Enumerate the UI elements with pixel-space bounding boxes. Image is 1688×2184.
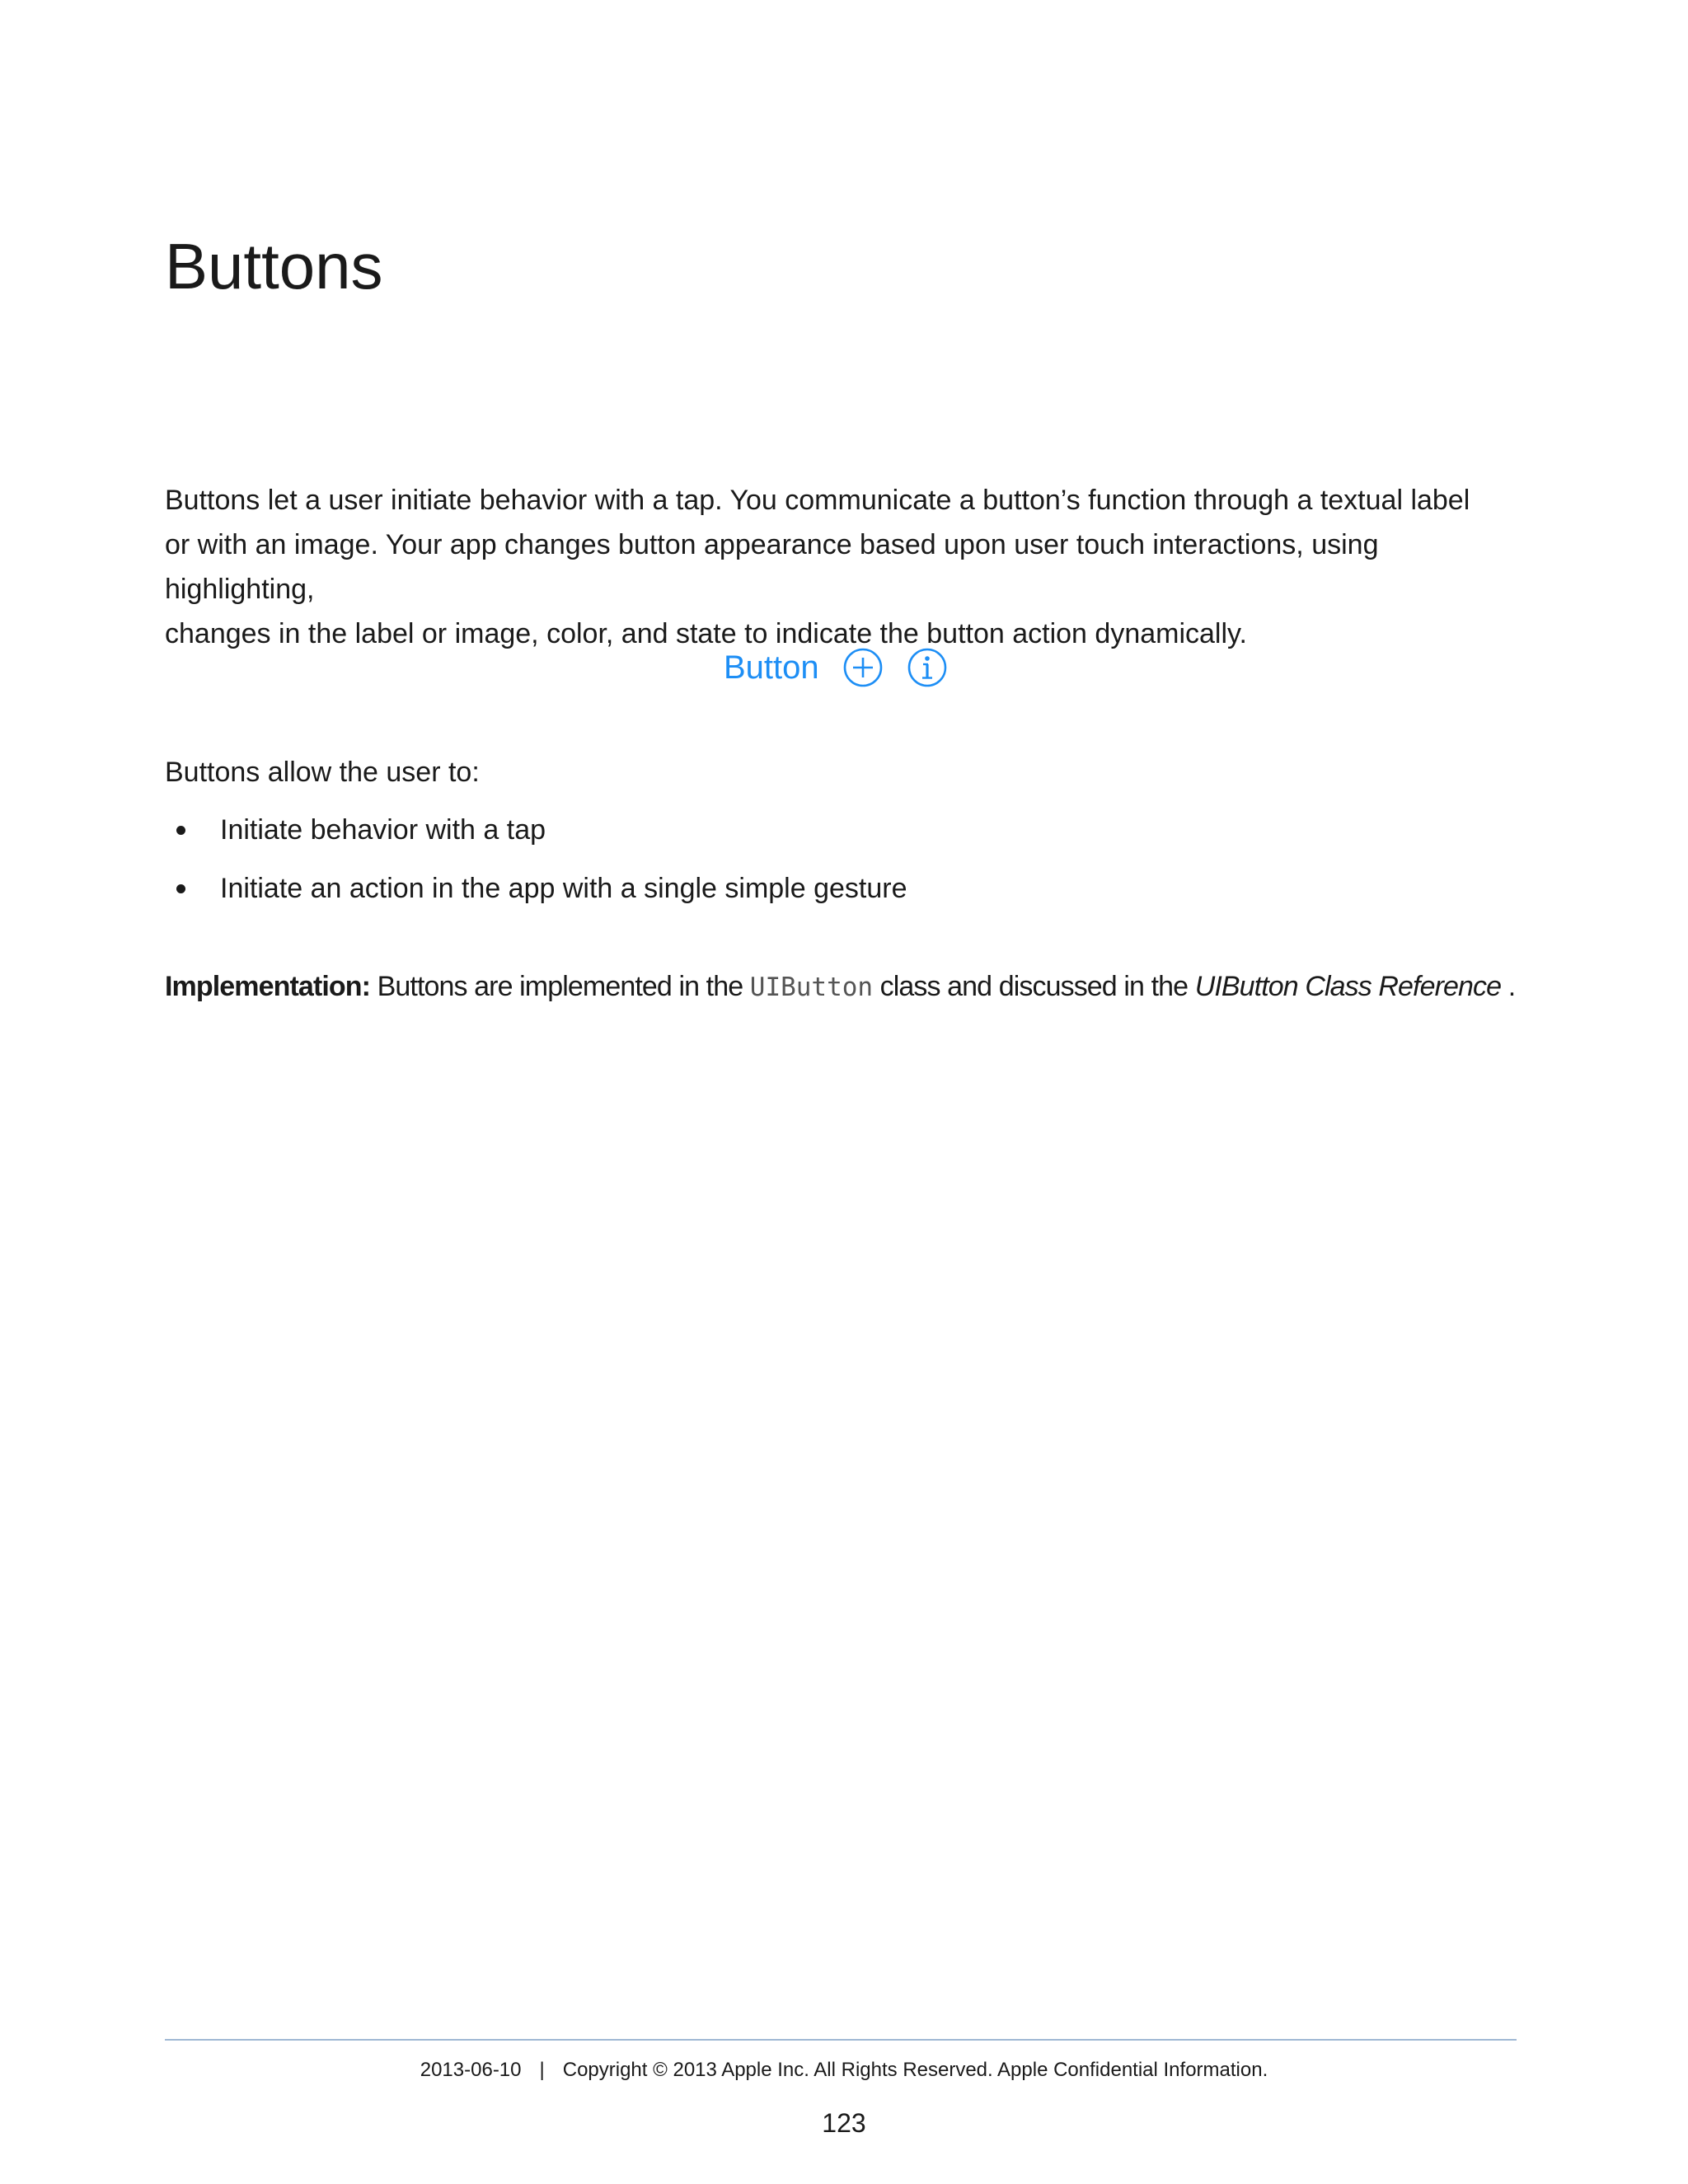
- reference-link[interactable]: UIButton Class Reference: [1194, 971, 1502, 1002]
- implementation-text: class and discussed in the: [873, 971, 1195, 1002]
- intro-line: changes in the label or image, color, and state to indicate the button action dynamically.: [165, 618, 1247, 649]
- implementation-note: [165, 966, 1515, 1008]
- add-circle-icon[interactable]: [842, 647, 884, 688]
- page-number: 123: [822, 2108, 866, 2138]
- bullet-icon: [176, 826, 185, 835]
- implementation-text: Buttons are implemented in the: [370, 971, 750, 1002]
- bullet-list: [165, 809, 907, 926]
- implementation-label: Implementation:: [165, 971, 371, 1002]
- list-item-text: Initiate an action in the app with a single simple gesture: [220, 873, 907, 904]
- intro-line: Buttons let a user initiate behavior with a tap. You communicate a button’s function through a textual label: [165, 485, 1470, 516]
- class-name: UIButton: [749, 972, 874, 1002]
- footer-copyright: Copyright © 2013 Apple Inc. All Rights Reserved. Apple Confidential Information.: [562, 2059, 1268, 2081]
- intro-line: or with an image. Your app changes button appearance based upon user touch interactions, using highlighting,: [165, 529, 1379, 605]
- intro-paragraph: [165, 478, 1533, 656]
- bullet-icon: [176, 884, 185, 893]
- footer-separator: |: [539, 2059, 545, 2081]
- footer-date: 2013-06-10: [420, 2059, 522, 2081]
- page-title: Buttons: [165, 230, 383, 303]
- list-item: [165, 809, 907, 851]
- implementation-text: .: [1501, 971, 1516, 1002]
- allow-heading: Buttons allow the user to:: [165, 757, 480, 788]
- list-item-text: Initiate behavior with a tap: [220, 814, 546, 846]
- list-item: [165, 868, 907, 909]
- demo-text-button[interactable]: Button: [724, 649, 819, 686]
- info-circle-icon[interactable]: [907, 647, 948, 688]
- footer: [0, 2057, 1688, 2083]
- button-examples: [724, 643, 971, 692]
- footer-divider: [165, 2039, 1517, 2041]
